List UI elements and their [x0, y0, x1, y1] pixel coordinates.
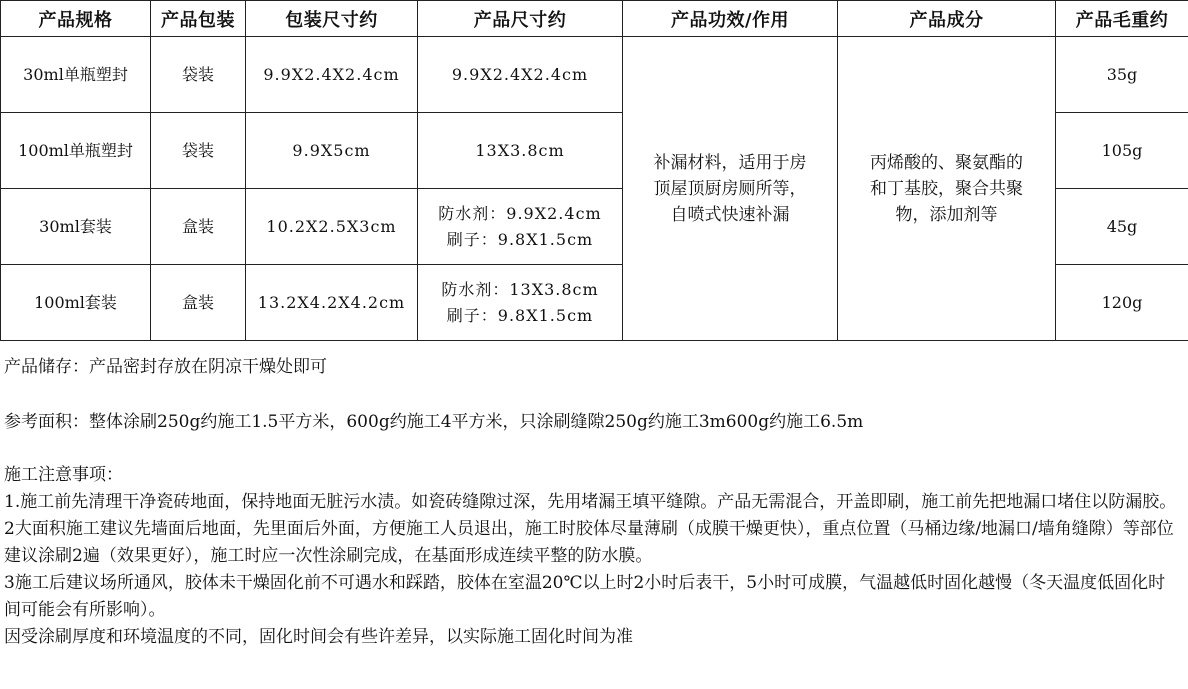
product-size-line: 刷子：9.8X1.5cm: [446, 229, 594, 249]
precaution-item: 3施工后建议场所通风，胶体未干燥固化前不可遇水和踩踏，胶体在室温20℃以上时2小时后表干，5小时可成膜，气温越低时固化越慢（冬天温度低固化时间可能会有所影响）。: [4, 573, 1166, 620]
cell-weight: 120g: [1056, 265, 1188, 341]
function-line: 自喷式快速补漏: [670, 204, 790, 225]
notes-section: [0, 342, 1184, 651]
ingredient-line: 物，添加剂等: [895, 204, 998, 225]
product-size-line: 刷子：9.8X1.5cm: [446, 305, 594, 325]
product-size-line: 9.9X2.4X2.4cm: [451, 64, 589, 84]
spacer: [4, 381, 1182, 409]
product-spec-table: [0, 0, 1188, 341]
header-spec: 产品规格: [1, 1, 151, 37]
cell-function: [623, 37, 838, 341]
product-size-line: 防水剂：9.9X2.4cm: [438, 203, 602, 223]
cell-package-size: 13.2X4.2X4.2cm: [246, 265, 418, 341]
cell-weight: 45g: [1056, 189, 1188, 265]
cell-package: 盒装: [151, 189, 246, 265]
cell-package: 盒装: [151, 265, 246, 341]
cell-weight: 35g: [1056, 37, 1188, 113]
cell-product-size: [418, 37, 623, 113]
product-size-line: 13X3.8cm: [475, 140, 565, 160]
cell-package-size: 9.9X2.4X2.4cm: [246, 37, 418, 113]
header-package: 产品包装: [151, 1, 246, 37]
precautions-title: 施工注意事项：: [4, 465, 123, 485]
cell-spec: 100ml套装: [1, 265, 151, 341]
cell-weight: 105g: [1056, 113, 1188, 189]
table-row: [1, 37, 1188, 113]
cell-package: 袋装: [151, 37, 246, 113]
cell-product-size: [418, 189, 623, 265]
cell-spec: 30ml单瓶塑封: [1, 37, 151, 113]
spacer: [4, 436, 1182, 462]
header-function: 产品功效/作用: [623, 1, 838, 37]
cell-ingredients: [838, 37, 1056, 341]
ingredient-line: 丙烯酸的、聚氨酯的: [870, 152, 1023, 173]
storage-note: 产品储存：产品密封存放在阴凉干燥处即可: [4, 357, 327, 377]
precaution-item: 因受涂刷厚度和环境温度的不同，固化时间会有些许差异，以实际施工固化时间为准: [4, 627, 633, 647]
coverage-note: 参考面积：整体涂刷250g约施工1.5平方米，600g约施工4平方米，只涂刷缝隙250g约施工3m600g约施工6.5m: [4, 412, 864, 432]
cell-package: 袋装: [151, 113, 246, 189]
header-package-size: 包装尺寸约: [246, 1, 418, 37]
cell-product-size: [418, 265, 623, 341]
cell-spec: 30ml套装: [1, 189, 151, 265]
cell-package-size: 10.2X2.5X3cm: [246, 189, 418, 265]
product-size-line: 防水剂：13X3.8cm: [441, 279, 599, 299]
precaution-item: 1.施工前先清理干净瓷砖地面，保持地面无脏污水渍。如瓷砖缝隙过深，先用堵漏王填平缝隙。产品无需混合，开盖即刷，施工前先把地漏口堵住以防漏胶。: [4, 492, 1177, 512]
header-product-size: 产品尺寸约: [418, 1, 623, 37]
cell-package-size: 9.9X5cm: [246, 113, 418, 189]
ingredient-line: 和丁基胶，聚合共聚: [870, 178, 1023, 199]
table-header-row: [1, 1, 1188, 37]
function-line: 补漏材料，适用于房: [653, 152, 807, 173]
cell-product-size: [418, 113, 623, 189]
cell-spec: 100ml单瓶塑封: [1, 113, 151, 189]
function-line: 顶屋顶厨房厕所等，: [653, 178, 807, 199]
header-weight: 产品毛重约: [1056, 1, 1188, 37]
header-ingredients: 产品成分: [838, 1, 1056, 37]
precaution-item: 2大面积施工建议先墙面后地面，先里面后外面，方便施工人员退出，施工时胶体尽量薄刷（成膜干燥更快），重点位置（马桶边缘/地漏口/墙角缝隙）等部位建议涂刷2遍（效果更好），施工时应一次性涂刷完成，在基面形成连续平整的防水膜。: [4, 519, 1174, 566]
